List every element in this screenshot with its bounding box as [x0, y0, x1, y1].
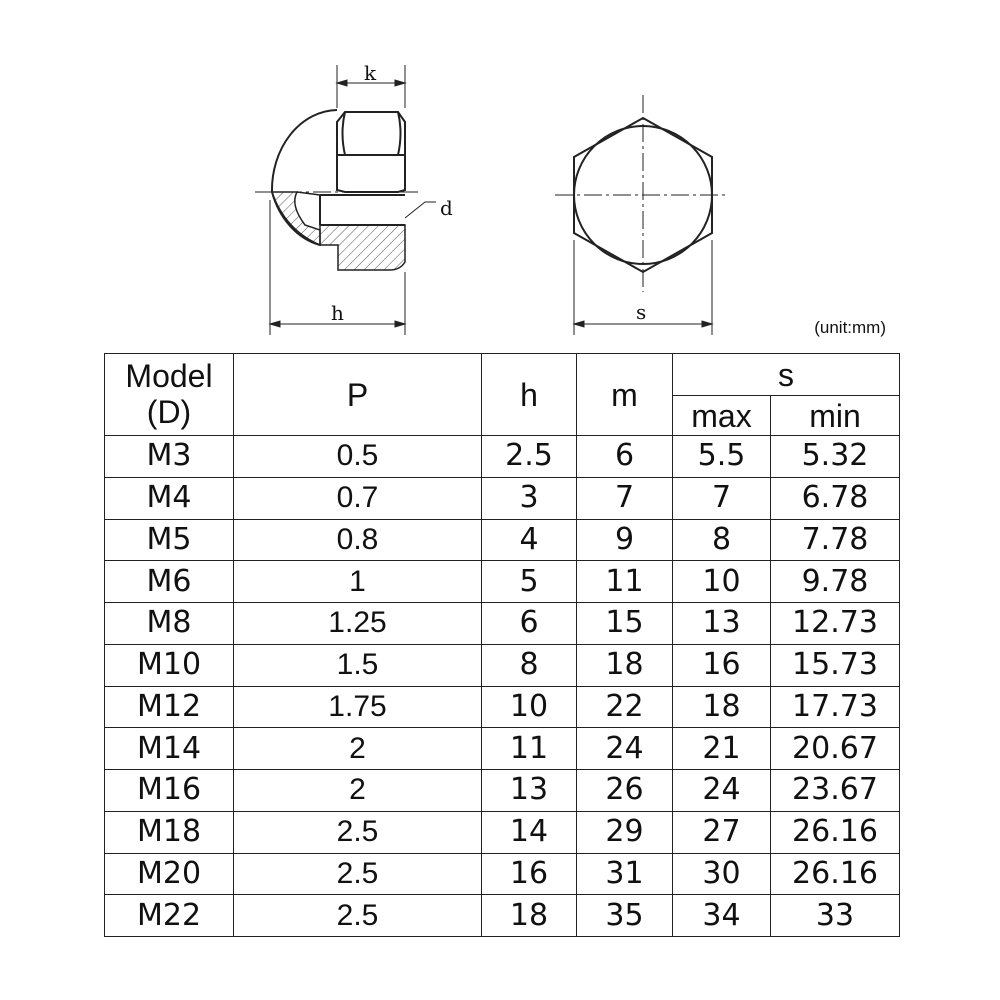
- cell-m: 24: [577, 728, 673, 770]
- cell-m: 29: [577, 811, 673, 853]
- cell-h: 11: [482, 728, 577, 770]
- cell-p: 0.8: [234, 519, 482, 561]
- cell-s-max: 34: [673, 895, 771, 937]
- cell-s-max: 18: [673, 686, 771, 728]
- cell-s-min: 5.32: [771, 436, 900, 478]
- cell-model: M14: [105, 728, 234, 770]
- cell-model: M6: [105, 561, 234, 603]
- cell-model: M4: [105, 477, 234, 519]
- cell-h: 4: [482, 519, 577, 561]
- cell-s-max: 7: [673, 477, 771, 519]
- cell-h: 2.5: [482, 436, 577, 478]
- cell-m: 6: [577, 436, 673, 478]
- cell-model: M18: [105, 811, 234, 853]
- cell-p: 0.7: [234, 477, 482, 519]
- cell-model: M8: [105, 603, 234, 645]
- cell-p: 2: [234, 728, 482, 770]
- cell-s-max: 8: [673, 519, 771, 561]
- table-row: [105, 728, 900, 770]
- table-row: [105, 561, 900, 603]
- cell-s-min: 26.16: [771, 811, 900, 853]
- s-label: s: [636, 300, 647, 324]
- d-label: d: [440, 196, 453, 220]
- cell-p: 1.5: [234, 644, 482, 686]
- cell-h: 3: [482, 477, 577, 519]
- header-model: [105, 354, 234, 436]
- header-s: s: [673, 354, 900, 396]
- table-row: [105, 477, 900, 519]
- cell-model: M3: [105, 436, 234, 478]
- header-m: m: [577, 354, 673, 436]
- header-s-max: max: [673, 396, 771, 436]
- cell-model: M10: [105, 644, 234, 686]
- table-row: [105, 895, 900, 937]
- header-h: h: [482, 354, 577, 436]
- cell-p: 1: [234, 561, 482, 603]
- cell-s-min: 15.73: [771, 644, 900, 686]
- header-p: P: [234, 354, 482, 436]
- cell-s-min: 6.78: [771, 477, 900, 519]
- cell-s-max: 13: [673, 603, 771, 645]
- cell-h: 14: [482, 811, 577, 853]
- cell-model: M20: [105, 853, 234, 895]
- table-row: [105, 644, 900, 686]
- cell-m: 18: [577, 644, 673, 686]
- cell-m: 7: [577, 477, 673, 519]
- k-label: k: [364, 61, 377, 85]
- cell-s-min: 17.73: [771, 686, 900, 728]
- cell-m: 11: [577, 561, 673, 603]
- side-view: [255, 110, 420, 270]
- table-row: [105, 770, 900, 812]
- spec-table-body: [105, 436, 900, 937]
- cap-nut-technical-drawing: [0, 0, 1000, 345]
- cell-p: 1.75: [234, 686, 482, 728]
- cell-s-min: 9.78: [771, 561, 900, 603]
- unit-note: (unit:mm): [814, 318, 886, 337]
- cell-h: 6: [482, 603, 577, 645]
- table-row: [105, 519, 900, 561]
- cell-s-max: 30: [673, 853, 771, 895]
- cell-h: 5: [482, 561, 577, 603]
- cell-s-min: 7.78: [771, 519, 900, 561]
- cell-m: 26: [577, 770, 673, 812]
- cell-s-max: 5.5: [673, 436, 771, 478]
- cell-p: 0.5: [234, 436, 482, 478]
- cell-h: 13: [482, 770, 577, 812]
- header-model-line1: Model: [125, 357, 213, 394]
- cell-s-max: 10: [673, 561, 771, 603]
- end-view: [555, 95, 728, 292]
- cell-s-max: 16: [673, 644, 771, 686]
- table-row: [105, 603, 900, 645]
- cell-model: M5: [105, 519, 234, 561]
- cell-h: 10: [482, 686, 577, 728]
- table-row: [105, 436, 900, 478]
- cell-m: 35: [577, 895, 673, 937]
- cell-s-max: 21: [673, 728, 771, 770]
- table-row: [105, 853, 900, 895]
- header-s-min: min: [771, 396, 900, 436]
- cell-s-min: 26.16: [771, 853, 900, 895]
- cell-model: M12: [105, 686, 234, 728]
- h-label: h: [331, 301, 344, 325]
- d-leader: [405, 202, 436, 218]
- cell-s-max: 27: [673, 811, 771, 853]
- cell-p: 2: [234, 770, 482, 812]
- cell-s-max: 24: [673, 770, 771, 812]
- cap-nut-spec-table: [104, 353, 900, 937]
- table-row: [105, 811, 900, 853]
- cell-h: 16: [482, 853, 577, 895]
- cell-s-min: 23.67: [771, 770, 900, 812]
- cell-s-min: 12.73: [771, 603, 900, 645]
- cell-p: 2.5: [234, 853, 482, 895]
- cell-h: 18: [482, 895, 577, 937]
- cell-model: M16: [105, 770, 234, 812]
- cell-m: 22: [577, 686, 673, 728]
- cell-s-min: 33: [771, 895, 900, 937]
- cell-p: 1.25: [234, 603, 482, 645]
- cell-h: 8: [482, 644, 577, 686]
- cell-m: 9: [577, 519, 673, 561]
- table-row: [105, 686, 900, 728]
- cell-p: 2.5: [234, 811, 482, 853]
- cell-s-min: 20.67: [771, 728, 900, 770]
- cell-p: 2.5: [234, 895, 482, 937]
- header-model-line2: (D): [146, 393, 192, 430]
- cell-model: M22: [105, 895, 234, 937]
- cell-m: 31: [577, 853, 673, 895]
- cell-m: 15: [577, 603, 673, 645]
